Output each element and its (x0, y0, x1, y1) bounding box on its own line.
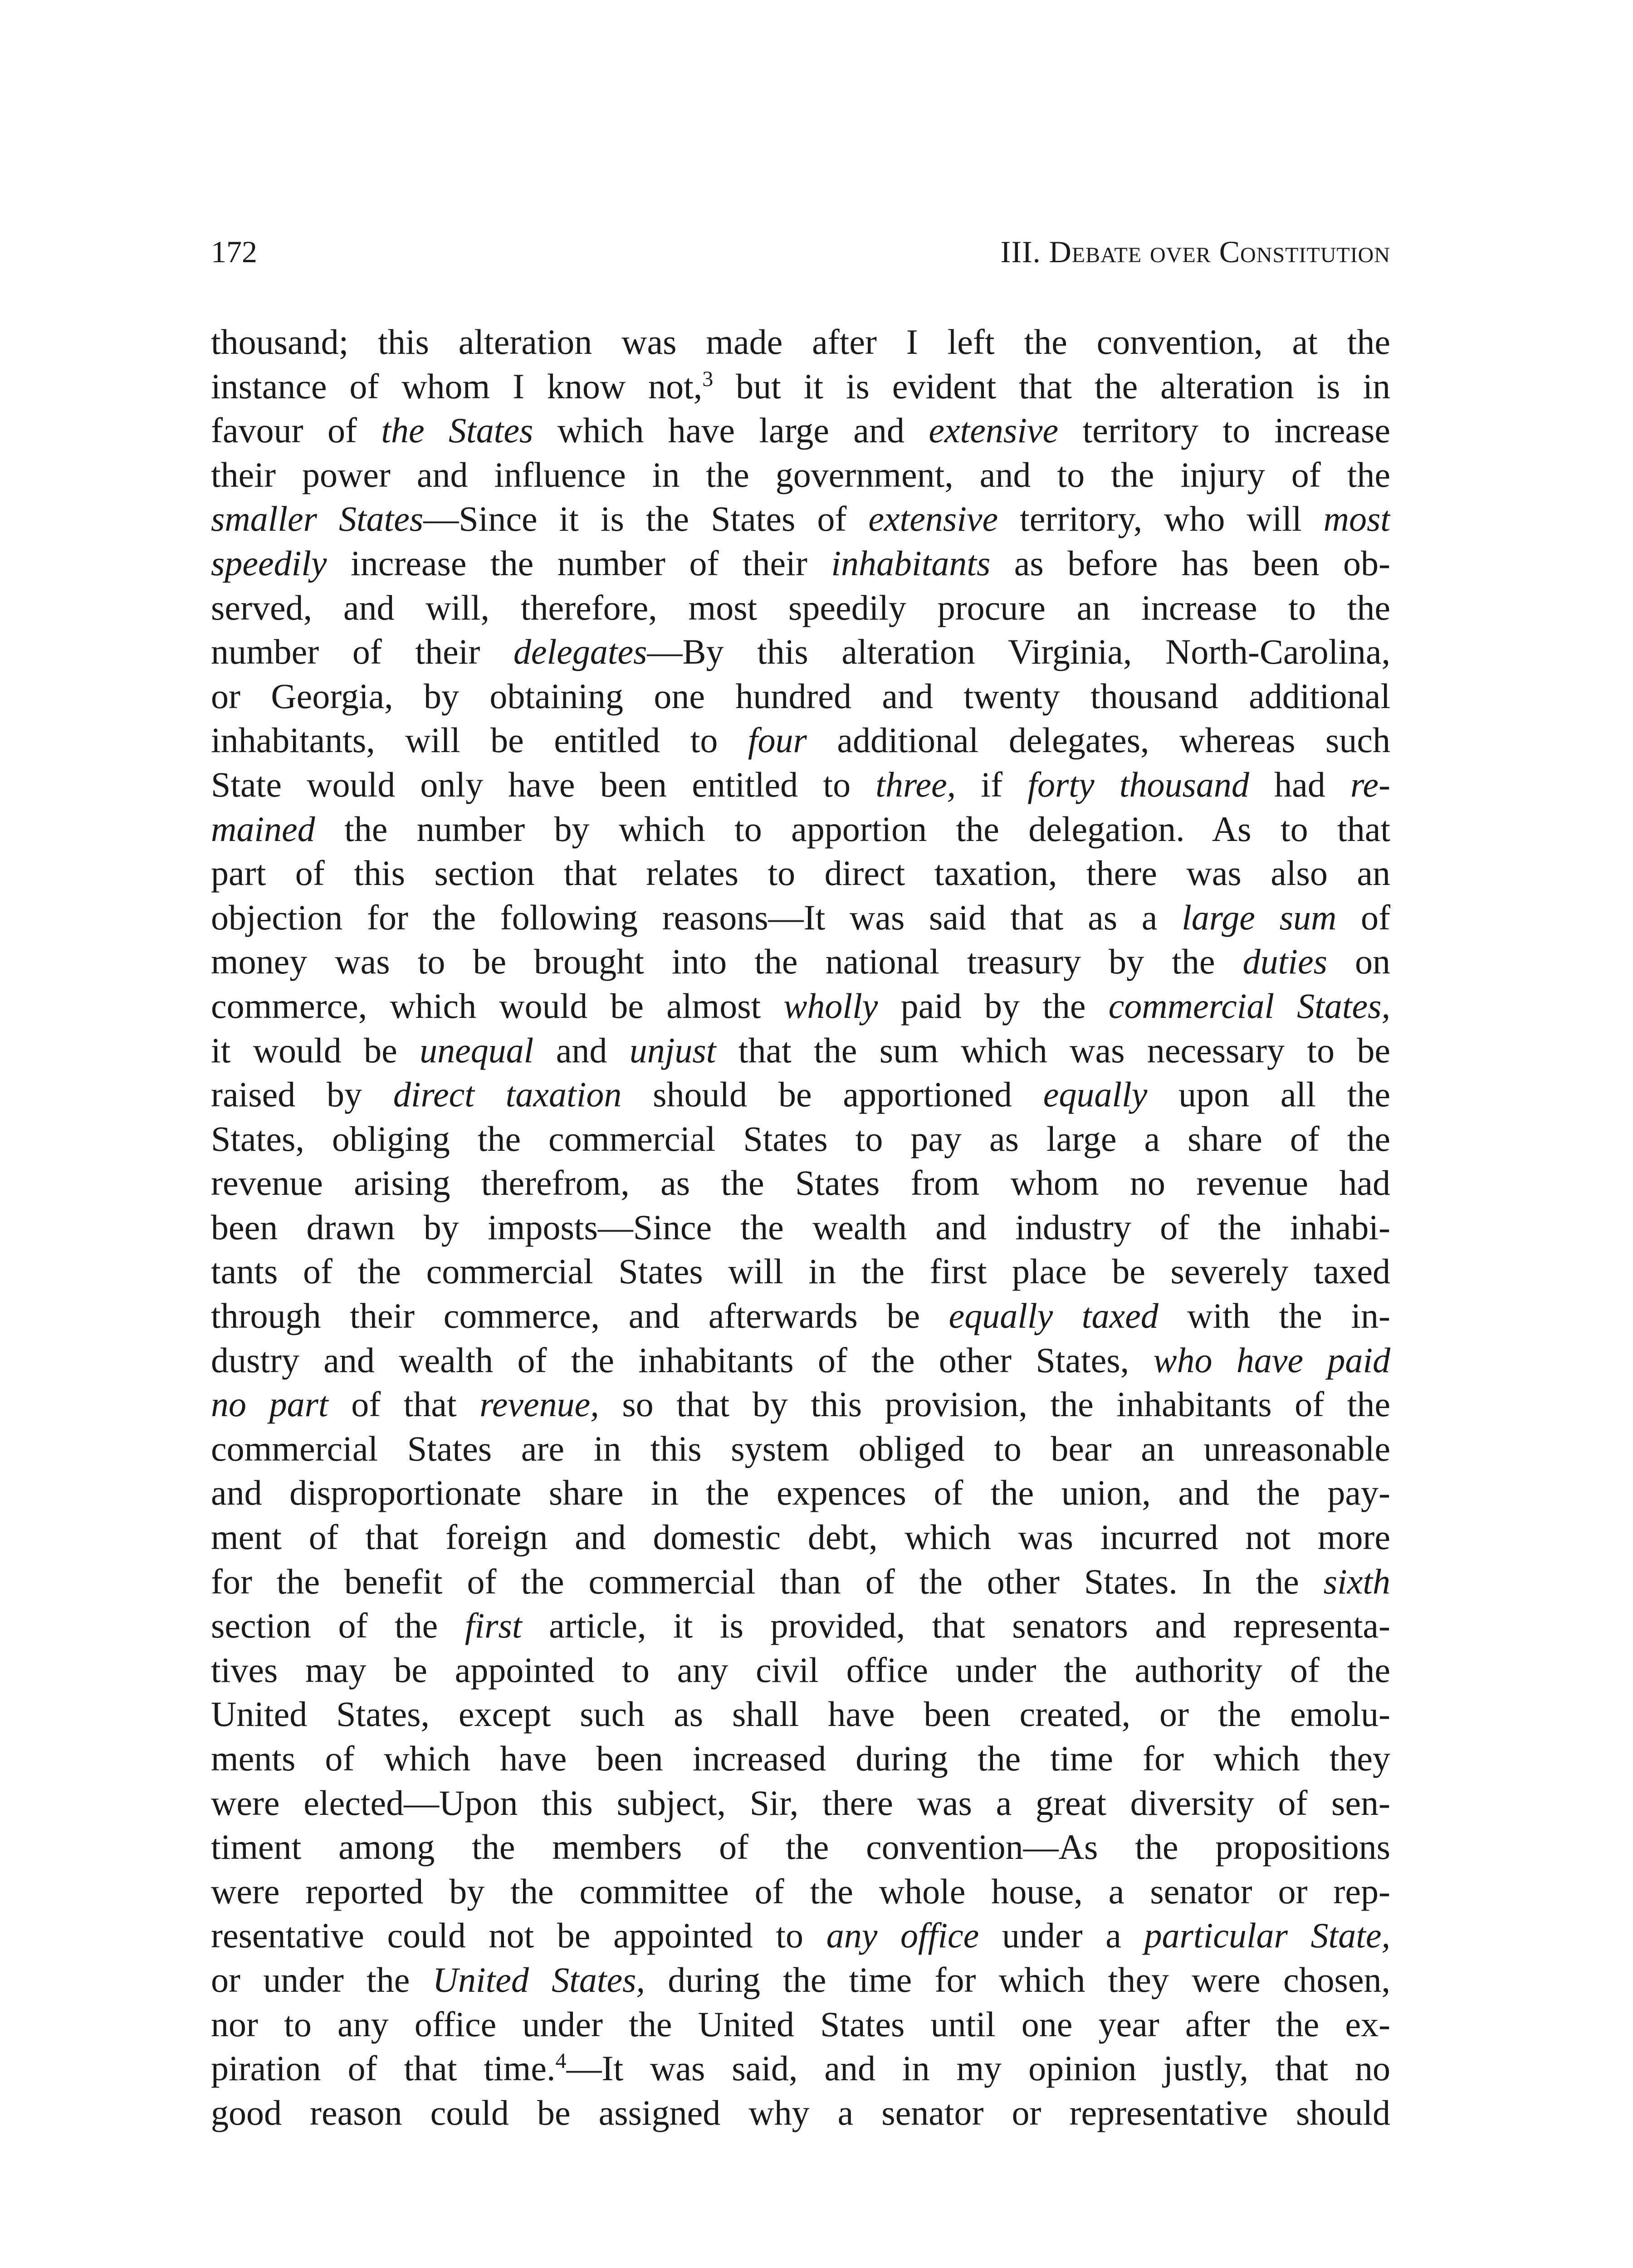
text-segment: it would be (211, 1030, 420, 1070)
emphasis-text: equally (1043, 1075, 1148, 1114)
emphasis-text: unjust (629, 1030, 716, 1070)
page-number: 172 (211, 235, 257, 269)
text-segment: ment of that foreign and domestic debt, which was incurred not more (211, 1517, 1390, 1557)
text-line (211, 1958, 1390, 2002)
emphasis-text: mained (211, 809, 315, 849)
text-line (211, 1249, 1390, 1294)
text-line (211, 2046, 1390, 2091)
book-page (211, 227, 1390, 2135)
text-line (211, 1603, 1390, 1648)
text-line (211, 1515, 1390, 1559)
text-segment: —It was said, and in my opinion justly, that no (566, 2048, 1390, 2088)
text-segment: of (1336, 897, 1390, 937)
emphasis-text: first (464, 1606, 522, 1646)
text-segment: which have large and (533, 411, 929, 450)
text-line (211, 1559, 1390, 1604)
text-segment: the number by which to apportion the delegation. As to that (315, 809, 1390, 849)
emphasis-text: extensive (868, 499, 998, 539)
text-line (211, 586, 1390, 630)
text-line (211, 718, 1390, 763)
emphasis-text: four (748, 720, 807, 760)
emphasis-text: direct taxation (393, 1075, 622, 1114)
text-segment: were elected—Upon this subject, Sir, there was a great diversity of sen- (211, 1783, 1390, 1823)
text-segment: commerce, which would be almost (211, 986, 784, 1026)
running-head (211, 227, 1390, 277)
text-segment: that the sum which was necessary to be (716, 1030, 1390, 1070)
text-segment: part of this section that relates to direct taxation, there was also an (211, 853, 1390, 893)
text-line (211, 807, 1390, 851)
emphasis-text: speedily (211, 543, 327, 583)
text-segment: their power and influence in the government, and to the injury of the (211, 455, 1390, 494)
emphasis-text: extensive (929, 411, 1059, 450)
text-segment: —By this alteration Virginia, North-Carolina, (647, 632, 1390, 672)
text-segment: favour of (211, 411, 381, 450)
text-segment: upon all the (1147, 1075, 1390, 1114)
emphasis-text: who have paid (1153, 1340, 1390, 1380)
text-line (211, 1648, 1390, 1692)
text-line (211, 984, 1390, 1028)
text-segment: money was to be brought into the national treasury by the (211, 942, 1243, 982)
text-segment: resentative could not be appointed to (211, 1916, 826, 1955)
emphasis-text: unequal (420, 1030, 534, 1070)
text-segment: increase the number of their (327, 543, 831, 583)
text-segment: paid by the (878, 986, 1109, 1026)
text-segment: so that by this provision, the inhabitants of the (599, 1384, 1390, 1424)
text-line (211, 674, 1390, 719)
text-line (211, 1781, 1390, 1825)
text-line (211, 763, 1390, 807)
emphasis-text: forty thousand (1027, 764, 1249, 804)
text-line (211, 1161, 1390, 1205)
text-segment: during the time for which they were chosen, (645, 1960, 1390, 1999)
text-line (211, 1294, 1390, 1338)
text-segment: or Georgia, by obtaining one hundred and twenty thousand additional (211, 676, 1390, 716)
text-segment: States, obliging the commercial States to pay as large a share of the (211, 1119, 1390, 1158)
emphasis-text: revenue, (479, 1384, 599, 1424)
emphasis-text: particular State, (1144, 1916, 1390, 1955)
emphasis-text: the States (381, 411, 533, 450)
text-line (211, 364, 1390, 409)
emphasis-text: commercial States, (1108, 986, 1390, 1026)
text-line (211, 1471, 1390, 1515)
text-segment: tants of the commercial States will in the first place be severely taxed (211, 1251, 1390, 1291)
text-line (211, 408, 1390, 453)
text-line (211, 1117, 1390, 1161)
text-line (211, 895, 1390, 940)
emphasis-text: sixth (1323, 1561, 1390, 1601)
text-segment: State would only have been entitled to (211, 764, 876, 804)
text-segment: through their commerce, and afterwards be (211, 1296, 949, 1336)
text-line (211, 1338, 1390, 1383)
text-segment: were reported by the committee of the whole house, a senator or rep- (211, 1871, 1390, 1911)
emphasis-text: any office (826, 1916, 979, 1955)
emphasis-text: three, (875, 764, 956, 804)
text-segment: timent among the members of the convention—As the propositions (211, 1827, 1390, 1867)
text-line (211, 1427, 1390, 1471)
text-segment: thousand; this alteration was made after I left the convention, at the (211, 322, 1390, 362)
text-line (211, 541, 1390, 586)
text-segment: had (1249, 764, 1350, 804)
text-segment: but it is evident that the alteration is in (713, 366, 1390, 406)
text-line (211, 630, 1390, 674)
text-segment: as before has been ob- (990, 543, 1390, 583)
text-segment: revenue arising therefrom, as the States from whom no revenue had (211, 1163, 1390, 1203)
text-segment: should be apportioned (621, 1075, 1043, 1114)
text-segment: for the benefit of the commercial than of the other States. In the (211, 1561, 1324, 1601)
emphasis-text: no part (211, 1384, 328, 1424)
text-segment: good reason could be assigned why a senator or representative should (211, 2092, 1390, 2132)
footnote-marker: 4 (555, 2049, 567, 2073)
text-line (211, 320, 1390, 364)
text-segment: United States, except such as shall have been created, or the emolu- (211, 1694, 1390, 1734)
text-segment: instance of whom I know not, (211, 366, 703, 406)
body-text (211, 320, 1390, 2135)
emphasis-text: most (1323, 499, 1390, 539)
text-segment: or under the (211, 1960, 433, 1999)
text-segment: ments of which have been increased during the time for which they (211, 1739, 1390, 1778)
text-segment: served, and will, therefore, most speedily procure an increase to the (211, 587, 1390, 627)
emphasis-text: re- (1350, 764, 1390, 804)
text-line (211, 453, 1390, 497)
text-segment: been drawn by imposts—Since the wealth and industry of the inhabi- (211, 1207, 1390, 1247)
text-line (211, 2002, 1390, 2047)
text-line (211, 1692, 1390, 1736)
text-segment: territory, who will (998, 499, 1324, 539)
text-line (211, 1382, 1390, 1427)
text-segment: on (1327, 942, 1390, 982)
text-segment: territory to increase (1058, 411, 1390, 450)
text-segment: section of the (211, 1606, 465, 1646)
text-segment: article, it is provided, that senators and representa- (522, 1606, 1390, 1646)
text-line (211, 1869, 1390, 1914)
text-line (211, 497, 1390, 541)
text-segment: piration of that time. (211, 2048, 556, 2088)
text-line (211, 939, 1390, 984)
chapter-title: III. Debate over Constitution (1000, 235, 1390, 269)
text-segment: number of their (211, 632, 513, 672)
text-segment: objection for the following reasons—It was said that as a (211, 897, 1182, 937)
text-line (211, 2091, 1390, 2135)
emphasis-text: delegates (513, 632, 647, 672)
footnote-marker: 3 (702, 367, 714, 391)
emphasis-text: smaller States (211, 499, 424, 539)
text-line (211, 1825, 1390, 1869)
text-line (211, 1913, 1390, 1958)
text-segment: additional delegates, whereas such (807, 720, 1390, 760)
text-segment: if (956, 764, 1028, 804)
text-segment: under a (979, 1916, 1144, 1955)
text-line (211, 1736, 1390, 1781)
emphasis-text: wholly (783, 986, 878, 1026)
text-segment: —Since it is the States of (423, 499, 869, 539)
text-line (211, 1072, 1390, 1117)
text-segment: tives may be appointed to any civil office under the authority of the (211, 1650, 1390, 1690)
text-segment: and disproportionate share in the expences of the union, and the pay- (211, 1473, 1390, 1513)
text-line (211, 1028, 1390, 1073)
text-segment: and (533, 1030, 630, 1070)
text-segment: with the in- (1158, 1296, 1390, 1336)
text-segment: commercial States are in this system obliged to bear an unreasonable (211, 1428, 1390, 1468)
emphasis-text: large sum (1182, 897, 1337, 937)
text-segment: dustry and wealth of the inhabitants of the other States, (211, 1340, 1154, 1380)
text-segment: inhabitants, will be entitled to (211, 720, 748, 760)
text-segment: nor to any office under the United States until one year after the ex- (211, 2004, 1390, 2044)
text-segment: raised by (211, 1075, 393, 1114)
text-line (211, 1205, 1390, 1250)
emphasis-text: inhabitants (831, 543, 991, 583)
text-segment: of that (328, 1384, 480, 1424)
emphasis-text: equally taxed (949, 1296, 1159, 1336)
text-line (211, 851, 1390, 895)
emphasis-text: duties (1242, 942, 1327, 982)
emphasis-text: United States, (432, 1960, 645, 1999)
